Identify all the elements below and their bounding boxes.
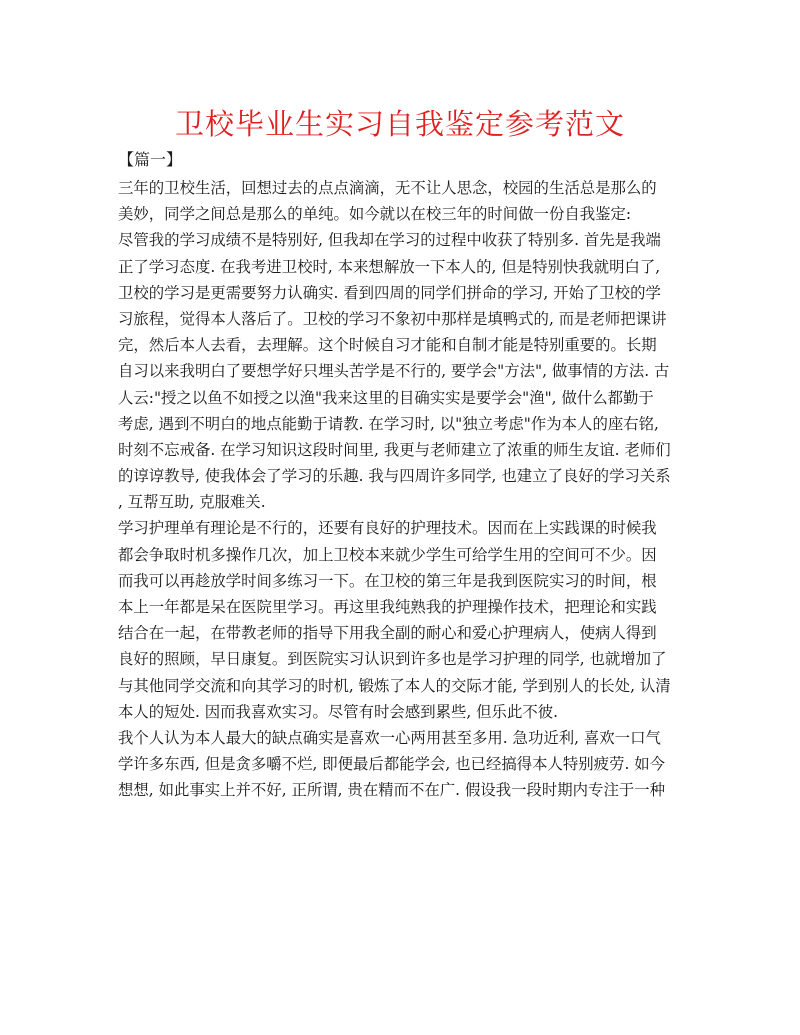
text-line: 良好的照顾，早日康复。到医院实习认识到许多也是学习护理的同学, 也就增加了 <box>118 650 667 669</box>
text-line: 学习护理单有理论是不行的，还要有良好的护理技术。因而在上实践课的时候我 <box>118 519 657 538</box>
paragraph <box>118 725 680 804</box>
text-line: 我个人认为本人最大的缺点确实是喜欢一心两用甚至多用. 急功近利, 喜欢一口气 <box>118 728 661 747</box>
text-line: 本人的短处. 因而我喜欢实习。尽管有时会感到累些, 但乐此不彼. <box>118 702 559 721</box>
document-body <box>118 175 680 804</box>
paragraph <box>118 175 680 227</box>
text-line: 学许多东西, 但是贪多嚼不烂, 即便最后都能学会, 也已经搞得本人特别疲劳. 如今 <box>118 755 666 774</box>
paragraph <box>118 515 680 725</box>
section-label: 【篇一】 <box>118 150 183 169</box>
text-line: 与其他同学交流和向其学习的时机, 锻炼了本人的交际才能, 学到别人的长处, 认清 <box>118 676 671 695</box>
text-line: , 互帮互助, 克服难关. <box>118 493 266 512</box>
text-line: 三年的卫校生活，回想过去的点点滴滴，无不让人思念，校园的生活总是那么的 <box>118 179 657 197</box>
text-line: 结合在一起，在带教老师的指导下用我全副的耐心和爱心护理病人，使病人得到 <box>118 624 657 643</box>
text-line: 卫校的学习是更需要努力认确实. 看到四周的同学们拼命的学习, 开始了卫校的学 <box>118 283 661 302</box>
text-line: 想想, 如此事实上并不好, 正所谓, 贵在精而不在广. 假设我一段时期内专注于一种 <box>118 781 666 800</box>
paragraph <box>118 227 680 515</box>
text-line: 时刻不忘戒备. 在学习知识这段时间里, 我更与老师建立了浓重的师生友谊. 老师们 <box>118 440 671 459</box>
text-line: 习旅程，觉得本人落后了。卫校的学习不象初中那样是填鸭式的, 而是老师把课讲 <box>118 309 667 328</box>
text-line: 都会争取时机多操作几次，加上卫校本来就少学生可给学生用的空间可不少。因 <box>118 545 657 564</box>
text-line: 而我可以再趁放学时间多练习一下。在卫校的第三年是我到医院实习的时间，根 <box>118 571 657 590</box>
text-line: 完，然后本人去看，去理解。这个时候自习才能和自制才能是特别重要的。长期 <box>118 336 657 355</box>
text-line: 考虑, 遇到不明白的地点能勤于请教. 在学习时, 以"独立考虑"作为本人的座右铭, <box>118 414 659 433</box>
text-line: 正了学习态度. 在我考进卫校时, 本来想解放一下本人的, 但是特别快我就明白了, <box>118 257 661 276</box>
text-line: 的谆谆教导, 使我体会了学习的乐趣. 我与四周许多同学, 也建立了良好的学习关系 <box>118 467 671 486</box>
text-line: 自习以来我明白了要想学好只埋头苦学是不行的, 要学会"方法", 做事情的方法. 古 <box>118 362 670 381</box>
text-line: 本上一年都是呆在医院里学习。再这里我纯熟我的护理操作技术，把理论和实践 <box>118 598 657 616</box>
document-title: 卫校毕业生实习自我鉴定参考范文 <box>174 107 625 141</box>
text-line: 尽管我的学习成绩不是特别好, 但我却在学习的过程中收获了特别多. 首先是我端 <box>118 231 661 250</box>
text-line: 人云:"授之以鱼不如授之以渔"我来这里的目确实实是要学会"渔", 做什么都勤于 <box>118 388 654 407</box>
text-line: 美妙，同学之间总是那么的单纯。如今就以在校三年的时间做一份自我鉴定: <box>118 205 632 224</box>
